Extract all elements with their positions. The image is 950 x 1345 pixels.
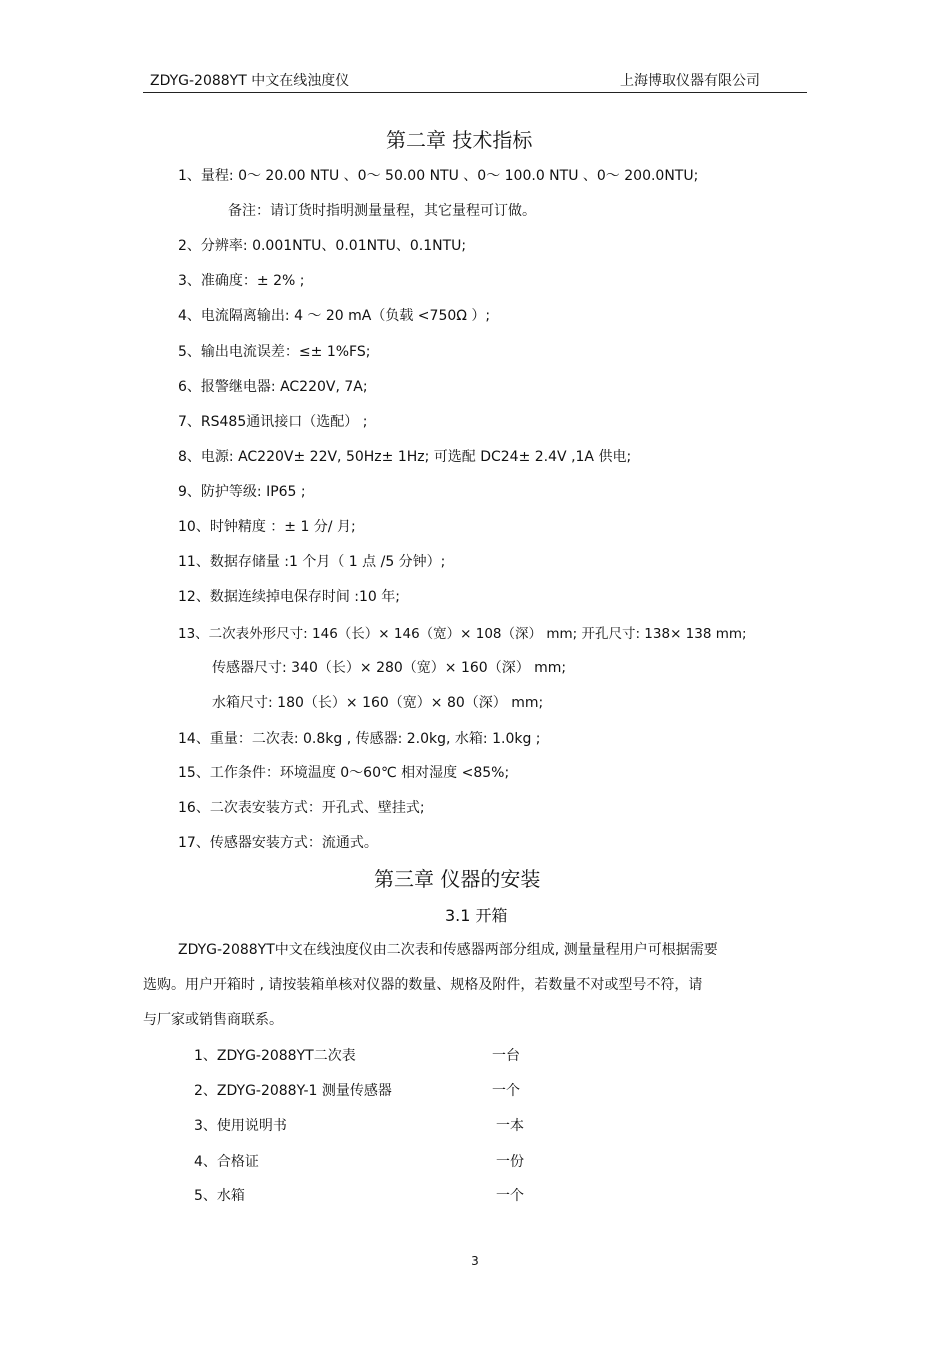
header-rule: [143, 92, 807, 93]
packing-item-qty: 一本: [496, 1118, 524, 1134]
spec-protection: 9、防护等级: IP65 ;: [178, 484, 306, 500]
paragraph-line-1: ZDYG-2088YT中文在线浊度仪由二次表和传感器两部分组成, 测量量程用户可根据需要: [178, 942, 718, 958]
spec-sensor-mounting: 17、传感器安装方式：流通式。: [178, 835, 378, 851]
spec-weight: 14、重量：二次表: 0.8kg , 传感器: 2.0kg, 水箱: 1.0kg ;: [178, 731, 541, 747]
spec-storage: 11、数据存储量 :1 个月（ 1 点 /5 分钟）;: [178, 554, 446, 570]
spec-meter-mounting: 16、二次表安装方式：开孔式、壁挂式;: [178, 800, 425, 816]
page-number: 3: [471, 1254, 479, 1268]
packing-item-label: 2、ZDYG-2088Y-1 测量传感器: [194, 1083, 392, 1099]
packing-item-qty: 一份: [496, 1154, 524, 1170]
spec-working-conditions: 15、工作条件：环境温度 0～60℃ 相对湿度 <85%;: [178, 765, 510, 781]
spec-range: 1、量程: 0～ 20.00 NTU 、0～ 50.00 NTU 、0～ 100.0 NTU 、0～ 200.0NTU;: [178, 168, 699, 184]
chapter-3-title: 第三章 仪器的安装: [374, 867, 541, 891]
packing-item-qty: 一台: [492, 1048, 520, 1064]
spec-range-note: 备注：请订货时指明测量量程，其它量程可订做。: [228, 203, 536, 219]
spec-current-output: 4、电流隔离输出: 4 ～ 20 mA（负载 <750Ω ）;: [178, 308, 491, 324]
paragraph-line-3: 与厂家或销售商联系。: [143, 1012, 283, 1028]
packing-item-label: 3、使用说明书: [194, 1118, 287, 1134]
header-company: 上海博取仪器有限公司: [620, 73, 760, 89]
packing-item-label: 1、ZDYG-2088YT二次表: [194, 1048, 356, 1064]
spec-alarm-relay: 6、报警继电器: AC220V, 7A;: [178, 379, 368, 395]
packing-item-label: 5、水箱: [194, 1188, 245, 1204]
spec-power: 8、电源: AC220V± 22V, 50Hz± 1Hz; 可选配 DC24± 2.4V ,1A 供电;: [178, 449, 632, 465]
spec-tank-dimensions: 水箱尺寸: 180（长）× 160（宽）× 80（深） mm;: [212, 695, 544, 711]
spec-sensor-dimensions: 传感器尺寸: 340（长）× 280（宽）× 160（深） mm;: [212, 660, 567, 676]
packing-item-label: 4、合格证: [194, 1154, 259, 1170]
paragraph-line-2: 选购。用户开箱时 , 请按装箱单核对仪器的数量、规格及附件，若数量不对或型号不符，请: [143, 977, 703, 993]
spec-meter-dimensions: 13、二次表外形尺寸: 146（长）× 146（宽）× 108（深） mm; 开孔尺寸: 138× 138 mm;: [178, 626, 747, 642]
spec-resolution: 2、分辨率: 0.001NTU、0.01NTU、0.1NTU;: [178, 238, 467, 254]
packing-item-qty: 一个: [492, 1083, 520, 1099]
spec-rs485: 7、RS485通讯接口（选配） ;: [178, 414, 368, 430]
spec-current-error: 5、输出电流误差：≤± 1%FS;: [178, 344, 371, 360]
spec-retention: 12、数据连续掉电保存时间 :10 年;: [178, 589, 400, 605]
chapter-2-title: 第二章 技术指标: [386, 128, 533, 152]
spec-accuracy: 3、准确度：± 2% ;: [178, 273, 305, 289]
section-3-1-title: 3.1 开箱: [445, 906, 508, 925]
header-doc-title: ZDYG-2088YT 中文在线浊度仪: [150, 73, 350, 89]
packing-item-qty: 一个: [496, 1188, 524, 1204]
spec-clock: 10、时钟精度 ：± 1 分/ 月;: [178, 519, 356, 535]
